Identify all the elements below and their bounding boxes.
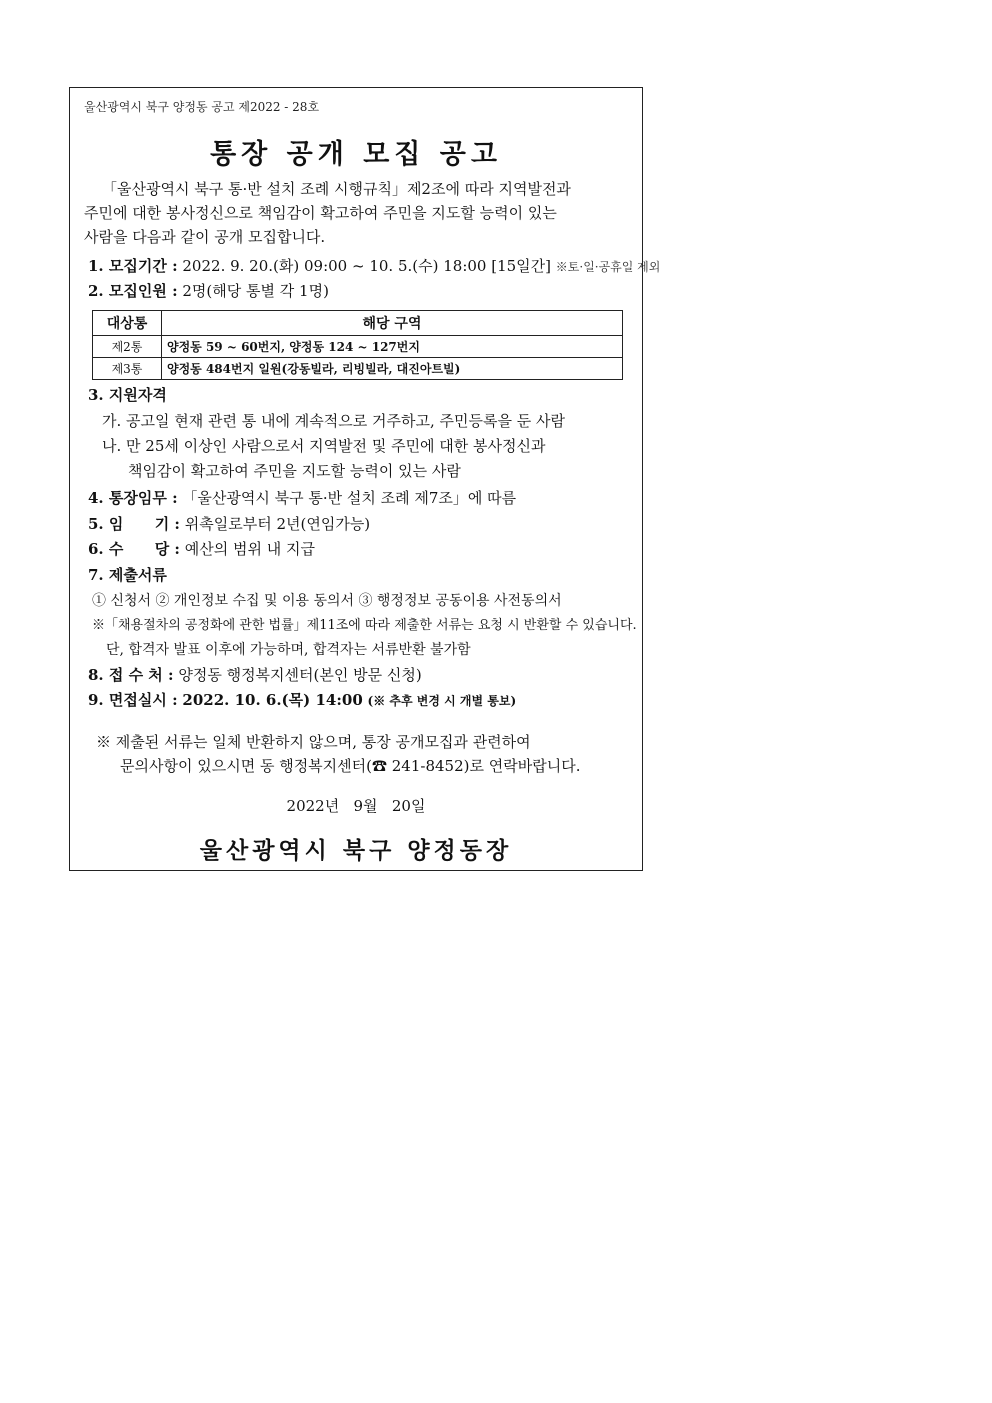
table-row <box>93 358 623 380</box>
zone-table <box>92 310 623 380</box>
term-label: 5. 임 기 : <box>88 515 180 533</box>
place-label: 8. 접 수 처 : <box>88 666 174 684</box>
table-header-row <box>93 311 623 336</box>
interview-row <box>88 689 516 710</box>
docs-list: ① 신청서 ② 개인정보 수집 및 이용 동의서 ③ 행정정보 공동이용 사전동의서 <box>92 593 562 609</box>
interview-label: 9. 면접실시 : <box>88 691 178 709</box>
period-label: 1. 모집기간 : <box>88 257 178 275</box>
table-cell: 제3통 <box>93 358 162 380</box>
intro-line-2: 주민에 대한 봉사정신으로 책임감이 확고하여 주민을 지도할 능력이 있는 <box>84 204 557 222</box>
footer-notice-1: ※ 제출된 서류는 일체 반환하지 않으며, 통장 공개모집과 관련하여 <box>96 733 531 751</box>
period-value: 2022. 9. 20.(화) 09:00 ~ 10. 5.(수) 18:00 [15일간] <box>182 257 551 275</box>
docs-note-1: ※「채용절차의 공정화에 관한 법률」제11조에 따라 제출한 서류는 요청 시 반환할 수 있습니다. <box>92 618 637 633</box>
allowance-value: 예산의 범위 내 지급 <box>184 540 315 558</box>
signer-name: 울산광역시 북구 양정동장 <box>199 837 513 864</box>
duty-value: 「울산광역시 북구 통·반 설치 조례 제7조」에 따름 <box>182 489 517 507</box>
notice-frame <box>69 87 661 871</box>
notice-date: 2022년 9월 20일 <box>286 797 426 815</box>
recruit-label: 2. 모집인원 : <box>88 282 178 300</box>
recruit-row <box>88 280 329 301</box>
table-cell: 양정동 59 ~ 60번지, 양정동 124 ~ 127번지 <box>162 336 623 358</box>
table-header-cell: 대상통 <box>93 311 162 336</box>
docs-note-2: 단, 합격자 발표 이후에 가능하며, 합격자는 서류반환 불가함 <box>106 642 471 658</box>
table-cell: 양정동 484번지 일원(강동빌라, 리빙빌라, 대진아트빌) <box>162 358 623 380</box>
duty-row <box>88 487 516 508</box>
interview-value: 2022. 10. 6.(목) 14:00 <box>182 691 363 709</box>
table-header-cell: 해당 구역 <box>162 311 623 336</box>
intro-line-1: 「울산광역시 북구 통·반 설치 조례 시행규칙」제2조에 따라 지역발전과 <box>102 180 571 198</box>
docs-label: 7. 제출서류 <box>88 566 167 584</box>
table-row <box>93 336 623 358</box>
allowance-label: 6. 수 당 : <box>88 540 180 558</box>
notice-number: 울산광역시 북구 양정동 공고 제2022 - 28호 <box>84 100 320 114</box>
place-value: 양정동 행정복지센터(본인 방문 신청) <box>178 666 422 684</box>
footer-notice-2: 문의사항이 있으시면 동 행정복지센터(☎ 241-8452)로 연락바랍니다. <box>120 757 581 775</box>
qual-a: 가. 공고일 현재 관련 통 내에 계속적으로 거주하고, 주민등록을 둔 사람 <box>102 412 565 430</box>
page-title: 통장 공개 모집 공고 <box>210 139 502 170</box>
period-row <box>88 255 660 276</box>
term-row <box>88 513 370 534</box>
allowance-row <box>88 538 315 559</box>
period-note: ※토·일·공휴일 제외 <box>555 260 661 274</box>
place-row <box>88 664 422 685</box>
qual-label: 3. 지원자격 <box>88 386 167 404</box>
interview-note: (※ 추후 변경 시 개별 통보) <box>367 694 517 708</box>
recruit-value: 2명(해당 통별 각 1명) <box>182 282 329 300</box>
duty-label: 4. 통장임무 : <box>88 489 178 507</box>
intro-line-3: 사람을 다음과 같이 공개 모집합니다. <box>84 228 326 246</box>
term-value: 위촉일로부터 2년(연임가능) <box>184 515 371 533</box>
qual-b-line-2: 책임감이 확고하여 주민을 지도할 능력이 있는 사람 <box>128 462 461 480</box>
qual-b-line-1: 나. 만 25세 이상인 사람으로서 지역발전 및 주민에 대한 봉사정신과 <box>102 437 546 455</box>
table-cell: 제2통 <box>93 336 162 358</box>
